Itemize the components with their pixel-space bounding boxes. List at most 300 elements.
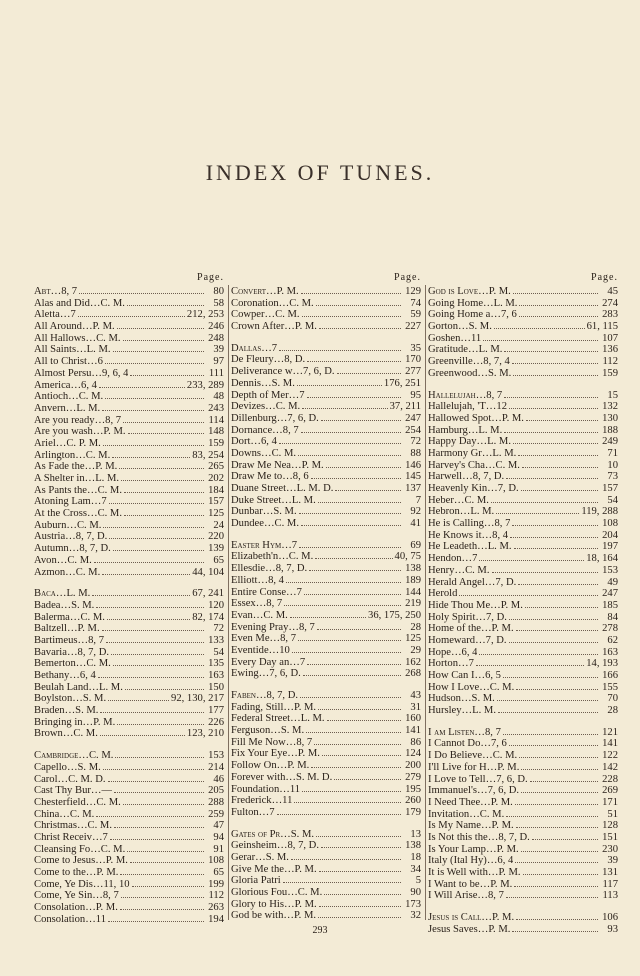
dot-leader xyxy=(518,584,598,585)
page-ref: 106 xyxy=(602,912,618,924)
tune-name: Dundee…C. M. xyxy=(231,518,299,530)
tune-name: Hallelujah, 'T…12 xyxy=(428,401,507,413)
dot-leader xyxy=(102,574,190,575)
page-ref: 14, 193 xyxy=(586,658,618,670)
tune-name: Bethany…6, 4 xyxy=(34,670,96,681)
page-ref: 145 xyxy=(405,471,421,483)
page-ref: 111 xyxy=(208,367,224,379)
section-gap xyxy=(231,333,421,343)
index-entry xyxy=(231,366,421,378)
page-ref: 153 xyxy=(208,750,224,762)
dot-leader xyxy=(512,363,598,364)
index-entry xyxy=(231,495,421,507)
dot-leader xyxy=(117,328,204,329)
dot-leader xyxy=(114,827,204,828)
page-ref: 94 xyxy=(213,831,224,843)
dot-leader xyxy=(286,582,401,583)
index-entry xyxy=(34,426,224,438)
section-gap xyxy=(428,902,618,912)
index-entry xyxy=(231,298,421,310)
page-ref: 72 xyxy=(213,623,224,635)
page-ref: 163 xyxy=(602,646,618,658)
page-ref: 177 xyxy=(208,705,224,717)
index-entry xyxy=(428,647,618,659)
section-gap xyxy=(231,530,421,540)
page-ref: 41 xyxy=(410,518,421,530)
section-gap xyxy=(231,680,421,690)
dot-leader xyxy=(125,689,204,690)
index-entry xyxy=(231,622,421,634)
index-entry xyxy=(231,378,421,390)
dot-leader xyxy=(103,769,204,770)
tune-name: Homeward…7, D. xyxy=(428,634,507,646)
dot-leader xyxy=(509,619,598,620)
page-ref: 59 xyxy=(410,309,421,321)
tune-name: Cambridge…C. M. xyxy=(34,750,114,762)
tune-name: Ellesdie…8, 7, D. xyxy=(231,563,308,575)
dot-leader xyxy=(292,652,401,653)
dot-leader xyxy=(479,560,584,561)
index-entry xyxy=(34,600,224,612)
page-ref: 54 xyxy=(607,494,618,506)
dot-leader xyxy=(96,816,204,817)
index-entry xyxy=(34,309,224,321)
page-ref: 54 xyxy=(213,646,224,658)
dot-leader xyxy=(115,757,204,758)
tune-name: Going Home a…7, 6 xyxy=(428,309,517,321)
dot-leader xyxy=(123,804,204,805)
page-ref: 44, 104 xyxy=(192,566,224,578)
page-ref: 48 xyxy=(213,391,224,403)
dot-leader xyxy=(337,373,401,374)
index-entry xyxy=(231,702,421,714)
page-ref: 151 xyxy=(602,831,618,843)
tune-name: Draw Me to…8, 6 xyxy=(231,471,309,483)
tune-name: All to Christ…6 xyxy=(34,356,103,368)
dot-leader xyxy=(112,457,190,458)
column-divider xyxy=(228,285,229,920)
page-ref: 157 xyxy=(602,483,618,494)
index-entry xyxy=(34,635,224,647)
index-entry xyxy=(34,531,224,543)
page-ref: 278 xyxy=(602,623,618,635)
tune-name: Immanuel's…7, 6, D. xyxy=(428,785,520,797)
dot-leader xyxy=(294,802,401,803)
index-entry xyxy=(428,588,618,600)
section-gap xyxy=(34,578,224,588)
index-entry xyxy=(34,438,224,450)
index-entry xyxy=(34,286,224,298)
dot-leader xyxy=(513,443,598,444)
dot-leader xyxy=(302,791,401,792)
index-entry xyxy=(231,425,421,437)
dot-leader xyxy=(301,525,401,526)
dot-leader xyxy=(509,642,598,643)
index-entry xyxy=(34,774,224,786)
page-ref: 80 xyxy=(213,286,224,297)
index-entry xyxy=(428,565,618,577)
index-entry xyxy=(428,867,618,879)
page-ref: 91 xyxy=(213,843,224,855)
dot-leader xyxy=(510,537,598,538)
dot-leader xyxy=(322,755,401,756)
dot-leader xyxy=(530,781,598,782)
page-ref: 82, 174 xyxy=(192,611,224,623)
index-entry xyxy=(231,343,421,355)
index-entry xyxy=(428,797,618,809)
index-entry xyxy=(231,401,421,413)
page-ref: 184 xyxy=(208,484,224,496)
dot-leader xyxy=(503,734,598,735)
tune-name: Christmas…C. M. xyxy=(34,820,112,832)
tune-name: Follow On…P. M. xyxy=(231,760,310,772)
page-ref: 195 xyxy=(405,783,421,795)
page-ref: 197 xyxy=(602,541,618,553)
page-ref: 227 xyxy=(405,321,421,333)
tune-name: Cleansing Fo…C. M. xyxy=(34,843,126,855)
tune-name: Home of the…P. M. xyxy=(428,623,514,635)
dot-leader xyxy=(326,467,401,468)
dot-leader xyxy=(299,547,401,548)
index-entry xyxy=(231,795,421,807)
page-ref: 123, 210 xyxy=(186,728,224,740)
dot-leader xyxy=(117,724,204,725)
tune-name: I Love to Tell…7, 6, D. xyxy=(428,773,528,785)
dot-leader xyxy=(120,909,204,910)
index-entry xyxy=(231,725,421,737)
tune-name: Fill Me Now…8, 7 xyxy=(231,736,313,748)
tune-name: Horton…7 xyxy=(428,658,474,670)
page-ref: 28 xyxy=(607,705,618,717)
page-ref: 148 xyxy=(208,426,224,438)
dot-leader xyxy=(316,305,401,306)
tune-name: Anvern…L. M. xyxy=(34,402,101,414)
dot-leader xyxy=(515,804,598,805)
tune-name: Cowper…C. M. xyxy=(231,309,300,321)
page-ref: 204 xyxy=(602,529,618,541)
index-entry xyxy=(428,820,618,832)
tune-name: America…6, 4 xyxy=(34,379,97,391)
tune-name: Antioch…C. M. xyxy=(34,391,104,403)
tune-name: Autumn…8, 7, D. xyxy=(34,543,111,555)
dot-leader xyxy=(519,316,598,317)
index-entry xyxy=(34,785,224,797)
index-entry xyxy=(231,864,421,876)
dot-leader xyxy=(314,744,401,745)
page-ref: 263 xyxy=(208,902,224,914)
index-entry xyxy=(428,530,618,542)
page-ref: 83, 254 xyxy=(192,449,224,461)
dot-leader xyxy=(130,375,204,376)
page-ref: 212, 253 xyxy=(186,309,224,321)
dot-leader xyxy=(318,917,401,918)
index-entry xyxy=(231,899,421,911)
index-entry xyxy=(428,762,618,774)
index-entry xyxy=(34,298,224,310)
tune-name: Almost Persu…9, 6, 4 xyxy=(34,367,129,379)
page-ref: 70 xyxy=(607,693,618,705)
dot-leader xyxy=(277,814,401,815)
page-ref: 18 xyxy=(410,851,421,863)
index-entry xyxy=(34,693,224,705)
index-entry xyxy=(428,809,618,821)
page-ref: 73 xyxy=(607,471,618,483)
page-ref: 29 xyxy=(410,644,421,656)
dot-leader xyxy=(99,387,185,388)
tune-name: Beulah Land…L. M. xyxy=(34,681,123,693)
page-ref: 283 xyxy=(602,309,618,321)
index-entry xyxy=(428,401,618,413)
page-ref: 69 xyxy=(410,539,421,551)
index-entry xyxy=(34,797,224,809)
tune-name: At the Cross…C. M. xyxy=(34,508,122,520)
tune-name: Dallas…7 xyxy=(231,342,278,354)
tune-name: Hursley…L. M. xyxy=(428,705,496,717)
index-entry xyxy=(34,890,224,902)
page-ref: 157 xyxy=(208,496,224,508)
dot-leader xyxy=(100,712,204,713)
page-ref: 153 xyxy=(602,564,618,576)
dot-leader xyxy=(506,897,598,898)
page-ref: 247 xyxy=(405,412,421,424)
index-entry xyxy=(34,717,224,729)
index-entry xyxy=(231,737,421,749)
page-ref: 246 xyxy=(208,321,224,333)
tune-name: Italy (Ital Hy)…6, 4 xyxy=(428,855,514,867)
tune-name: Bavaria…8, 7, D. xyxy=(34,646,110,658)
tune-name: Dennis…S. M. xyxy=(231,377,295,389)
tune-name: Is My Name…P. M. xyxy=(428,820,514,832)
index-entry xyxy=(34,485,224,497)
dot-leader xyxy=(124,492,204,493)
tune-name: Is Not this the…8, 7, D. xyxy=(428,831,530,843)
tune-name: I Want to be…P. M. xyxy=(428,878,513,890)
tune-name: Henry…C. M. xyxy=(428,564,490,576)
index-entry xyxy=(34,321,224,333)
index-entry xyxy=(231,563,421,575)
index-entry xyxy=(34,612,224,624)
page-column-header: Page. xyxy=(394,272,421,283)
page-ref: 114 xyxy=(208,414,224,426)
index-entry xyxy=(231,875,421,887)
index-entry xyxy=(231,286,421,298)
dot-leader xyxy=(298,455,401,456)
dot-leader xyxy=(306,732,401,733)
dot-leader xyxy=(283,882,401,883)
dot-leader xyxy=(132,886,204,887)
dot-leader xyxy=(513,375,598,376)
tune-name: Easter Hym…7 xyxy=(231,539,298,551)
dot-leader xyxy=(316,836,401,837)
page-ref: 125 xyxy=(208,508,224,520)
index-entry xyxy=(428,693,618,705)
index-entry xyxy=(428,635,618,647)
page-ref: 125 xyxy=(405,633,421,645)
tune-name: De Fleury…8, D. xyxy=(231,354,306,366)
page-ref: 160 xyxy=(405,713,421,725)
dot-leader xyxy=(105,363,204,364)
dot-leader xyxy=(291,859,401,860)
dot-leader xyxy=(106,642,204,643)
tune-name: Fix Your Eye…P. M. xyxy=(231,748,320,760)
tune-name: Downs…C. M. xyxy=(231,447,297,459)
page-ref: 269 xyxy=(602,785,618,797)
index-entry xyxy=(231,633,421,645)
dot-leader xyxy=(318,709,401,710)
page-ref: 97 xyxy=(213,356,224,368)
index-entry xyxy=(428,286,618,298)
index-entry xyxy=(428,298,618,310)
dot-leader xyxy=(109,503,204,504)
dot-leader xyxy=(105,398,204,399)
dot-leader xyxy=(96,607,204,608)
tune-name: Heber…C. M. xyxy=(428,494,489,506)
tune-name: Elizabeth'n…C. M. xyxy=(231,551,314,563)
dot-leader xyxy=(506,816,598,817)
dot-leader xyxy=(113,550,204,551)
index-entry xyxy=(231,390,421,402)
dot-leader xyxy=(304,594,401,595)
page-ref: 35 xyxy=(410,342,421,354)
tune-name: Coronation…C. M. xyxy=(231,297,314,309)
dot-leader xyxy=(123,340,204,341)
page-ref: 219 xyxy=(405,598,421,610)
dot-leader xyxy=(127,851,204,852)
dot-leader xyxy=(503,677,598,678)
tune-name: Draw Me Nea…P. M. xyxy=(231,459,324,471)
dot-leader xyxy=(335,490,401,491)
dot-leader xyxy=(521,769,598,770)
dot-leader xyxy=(110,839,204,840)
index-entry xyxy=(231,748,421,760)
page-ref: 130 xyxy=(602,412,618,424)
page-ref: 71 xyxy=(607,447,618,459)
index-entry xyxy=(231,518,421,530)
index-entry xyxy=(231,436,421,448)
tune-name: Boylston…S. M. xyxy=(34,693,107,705)
index-entry xyxy=(231,610,421,622)
index-entry xyxy=(231,852,421,864)
page-ref: 58 xyxy=(213,297,224,309)
page-ref: 274 xyxy=(602,297,618,309)
page-ref: 260 xyxy=(405,795,421,807)
dot-leader xyxy=(334,779,401,780)
tune-name: Every Day an…7 xyxy=(231,656,306,668)
index-entry xyxy=(231,413,421,425)
index-entry xyxy=(428,506,618,518)
dot-leader xyxy=(516,630,598,631)
page-ref: 92, 130, 217 xyxy=(171,693,224,705)
page-ref: 129 xyxy=(405,286,421,297)
dot-leader xyxy=(307,361,401,362)
index-entry xyxy=(231,784,421,796)
index-entry xyxy=(231,354,421,366)
page-ref: 188 xyxy=(602,424,618,436)
index-entry xyxy=(231,598,421,610)
index-entry xyxy=(34,403,224,415)
index-entry xyxy=(231,448,421,460)
dot-leader xyxy=(301,432,401,433)
index-column-2 xyxy=(231,272,421,922)
index-entry xyxy=(428,890,618,902)
dot-leader xyxy=(321,847,401,848)
page-ref: 194 xyxy=(208,913,224,925)
page-column-header: Page. xyxy=(197,272,224,283)
dot-leader xyxy=(516,827,598,828)
tune-name: Even Me…8, 7 xyxy=(231,633,297,645)
page-ref: 49 xyxy=(607,576,618,588)
page-ref: 171 xyxy=(602,796,618,808)
dot-leader xyxy=(321,420,401,421)
section-gap xyxy=(231,819,421,829)
tune-name: Gratitude…L. M. xyxy=(428,344,503,356)
page-ref: 279 xyxy=(405,771,421,783)
page-ref: 5 xyxy=(415,875,421,887)
page-ref: 189 xyxy=(405,574,421,586)
page-ref: 248 xyxy=(208,332,224,344)
index-entry xyxy=(428,344,618,356)
tune-name: Convert…P. M. xyxy=(231,286,299,297)
tune-name: Aletta…7 xyxy=(34,309,76,321)
tune-name: Dornance…8, 7 xyxy=(231,424,299,436)
index-entry xyxy=(428,518,618,530)
dot-leader xyxy=(476,665,584,666)
dot-leader xyxy=(494,328,585,329)
index-entry xyxy=(428,623,618,635)
index-entry xyxy=(428,333,618,345)
page-column-header: Page. xyxy=(591,272,618,283)
tune-name: Evan…C. M. xyxy=(231,609,288,621)
index-entry xyxy=(34,820,224,832)
tune-name: Gorton…S. M. xyxy=(428,321,492,333)
tune-name: Faben…8, 7, D. xyxy=(231,690,299,701)
dot-leader xyxy=(318,502,401,503)
index-entry xyxy=(428,600,618,612)
tune-name: Going Home…L. M. xyxy=(428,297,518,309)
index-entry xyxy=(231,840,421,852)
dot-leader xyxy=(102,410,204,411)
page-ref: 228 xyxy=(602,773,618,785)
page-ref: 88 xyxy=(410,447,421,459)
page-ref: 92 xyxy=(410,506,421,518)
index-entry xyxy=(428,658,618,670)
tune-name: How I Love…C. M. xyxy=(428,681,515,693)
tune-name: Braden…S. M. xyxy=(34,705,99,717)
index-entry xyxy=(428,912,618,924)
tune-name: Forever with…S. M. D. xyxy=(231,771,333,783)
tune-name: Is Your Lamp…P. M. xyxy=(428,843,519,855)
index-entry xyxy=(428,844,618,856)
dot-leader xyxy=(324,894,401,895)
dot-leader xyxy=(496,513,579,514)
dot-leader xyxy=(506,478,598,479)
index-entry xyxy=(34,682,224,694)
page-ref: 72 xyxy=(410,436,421,448)
tune-name: Depth of Mer…7 xyxy=(231,389,305,401)
dot-leader xyxy=(103,527,204,528)
tune-name: Hallowed Spot…P. M. xyxy=(428,412,524,424)
dot-leader xyxy=(113,351,204,352)
page-ref: 141 xyxy=(602,738,618,750)
index-entry xyxy=(428,368,618,380)
tune-name: Hendon…7 xyxy=(428,553,478,565)
index-entry xyxy=(34,855,224,867)
page-ref: 67, 241 xyxy=(192,588,224,600)
page-ref: 226 xyxy=(208,716,224,728)
index-entry xyxy=(34,658,224,670)
dot-leader xyxy=(128,433,204,434)
tune-name: Come, Ye Sin…8, 7 xyxy=(34,890,119,902)
